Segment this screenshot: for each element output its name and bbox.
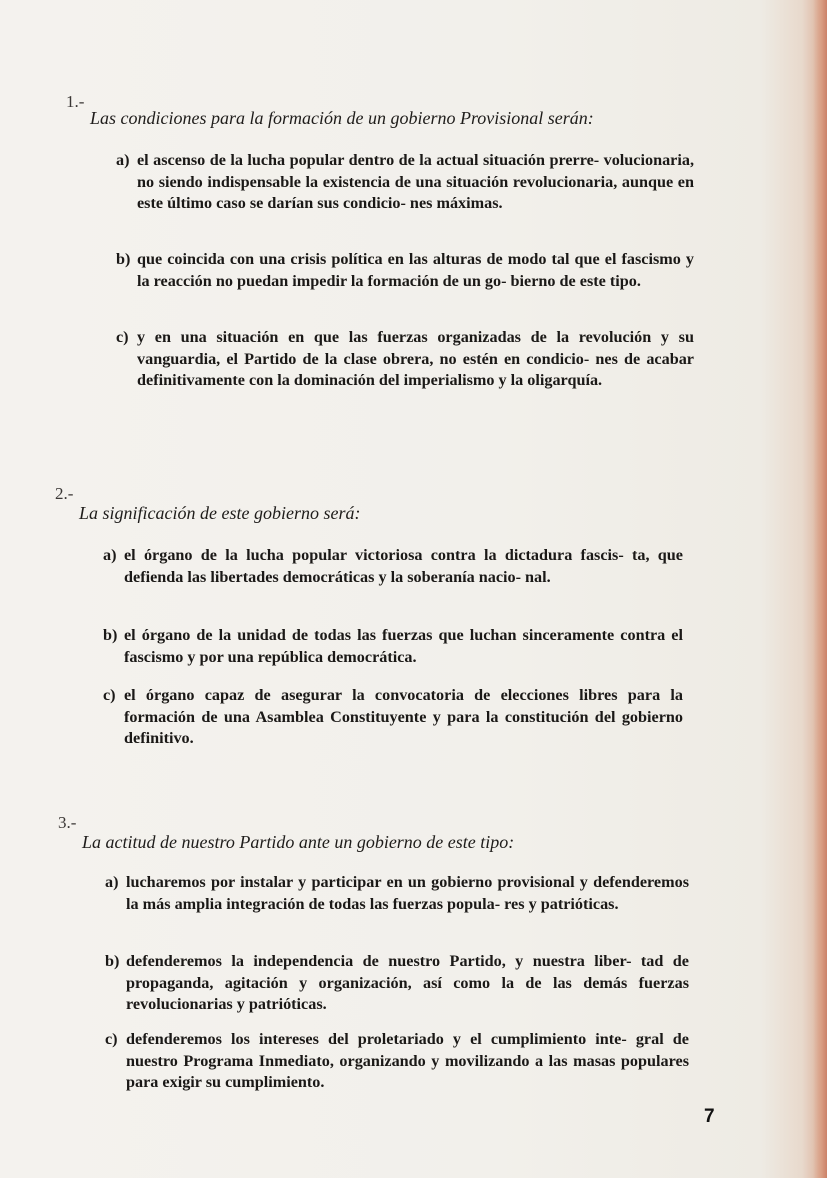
section-2-item-c xyxy=(103,685,683,750)
section-3-item-b xyxy=(105,951,689,1016)
item-text: el órgano de la unidad de todas las fuerzas que luchan sinceramente contra el fascismo y por una república democrática. xyxy=(124,626,683,666)
section-1-heading: Las condiciones para la formación de un gobierno Provisional serán: xyxy=(90,108,594,128)
item-text: que coincida con una crisis política en las alturas de modo tal que el fascismo y la reacción no puedan impedir la formación de un go- bierno de este tipo. xyxy=(137,250,694,290)
item-text: lucharemos por instalar y participar en un gobierno provisional y defenderemos la más amplia integración de todas las fuerzas popula- res y patrióticas. xyxy=(126,873,689,913)
item-text: defenderemos la independencia de nuestro Partido, y nuestra liber- tad de propaganda, agitación y organización, así como la de las demás fuerzas revolucionarias y patrióticas. xyxy=(126,952,689,1013)
item-text: el órgano capaz de asegurar la convocatoria de elecciones libres para la formación de una Asamblea Constituyente y para la constitución del gobierno definitivo. xyxy=(124,686,683,747)
item-letter: b) xyxy=(105,952,120,970)
section-1-item-b xyxy=(116,249,694,292)
item-letter: b) xyxy=(103,626,118,644)
item-letter: a) xyxy=(103,546,117,564)
page-edge-stain xyxy=(813,0,827,1178)
section-3-heading: La actitud de nuestro Partido ante un gobierno de este tipo: xyxy=(82,832,515,852)
section-2-item-a xyxy=(103,545,683,588)
section-2-item-b xyxy=(103,625,683,668)
item-letter: c) xyxy=(103,686,116,704)
section-3-number: 3.- xyxy=(58,813,77,832)
section-2-number: 2.- xyxy=(55,484,74,503)
item-letter: c) xyxy=(116,328,129,346)
item-text: el ascenso de la lucha popular dentro de la actual situación prerre- volucionaria, no siendo indispensable la existencia de una situación revolucionaria, aunque en este último caso se darían sus condicio- nes máximas. xyxy=(137,151,694,212)
section-3-item-a xyxy=(105,872,689,915)
section-2-heading: La significación de este gobierno será: xyxy=(79,503,361,523)
item-letter: c) xyxy=(105,1030,118,1048)
item-letter: a) xyxy=(116,151,130,169)
section-3-item-c xyxy=(105,1029,689,1094)
page-number: 7 xyxy=(704,1106,715,1127)
item-text: el órgano de la lucha popular victoriosa contra la dictadura fascis- ta, que defienda las libertades democráticas y la soberanía nacio- nal. xyxy=(124,546,683,586)
item-text: defenderemos los intereses del proletariado y el cumplimiento inte- gral de nuestro Programa Inmediato, organizando y movilizando a las masas populares para exigir su cumplimiento. xyxy=(126,1030,689,1091)
section-1-item-a xyxy=(116,150,694,215)
section-1-number: 1.- xyxy=(66,92,85,111)
section-1-item-c xyxy=(116,327,694,392)
item-letter: a) xyxy=(105,873,119,891)
item-letter: b) xyxy=(116,250,131,268)
item-text: y en una situación en que las fuerzas organizadas de la revolución y su vanguardia, el Partido de la clase obrera, no estén en condicio- nes de acabar definitivamente con la dominación del imperialismo y la oligarquía. xyxy=(137,328,694,389)
